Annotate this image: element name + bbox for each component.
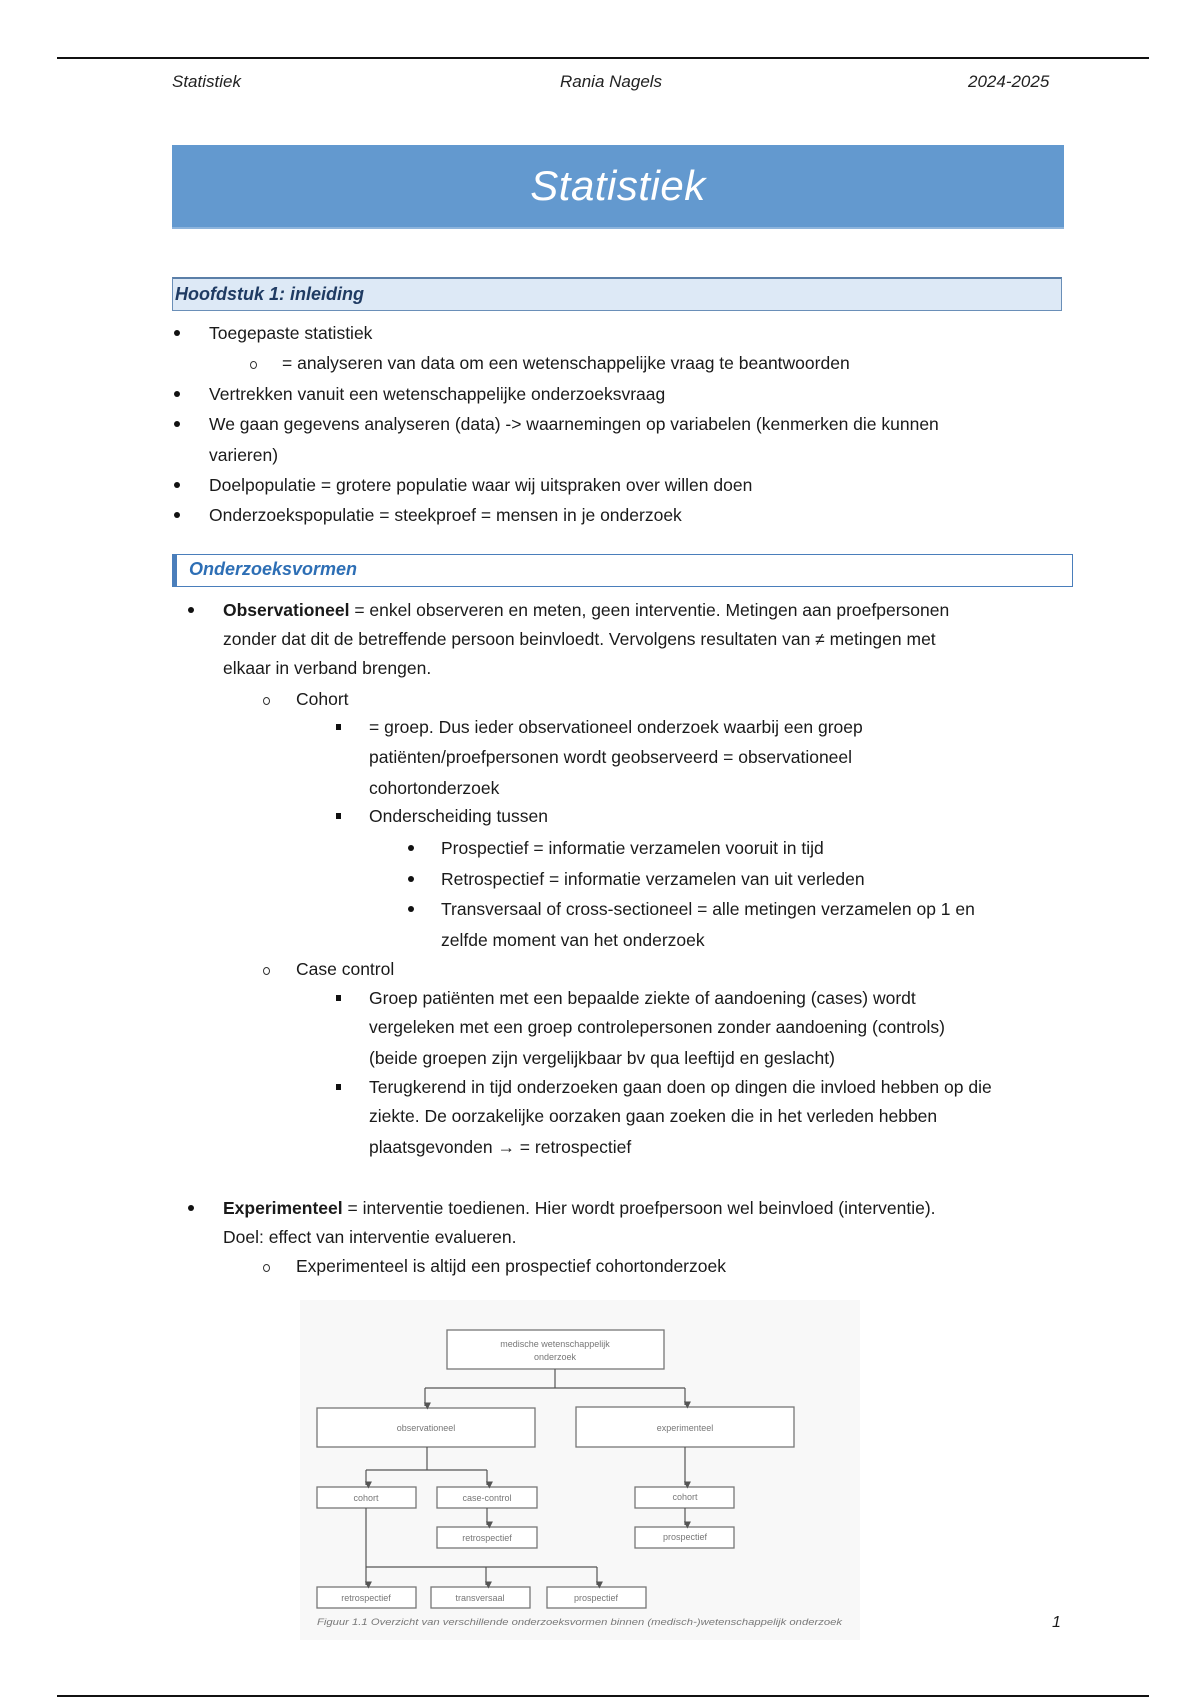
case-control-text: Groep patiënten met een bepaalde ziekte of aandoening (cases) wordt <box>369 988 916 1008</box>
bullet-icon <box>174 474 182 496</box>
header-year: 2024-2025 <box>968 72 1050 91</box>
root-label-2: onderzoek <box>533 1352 577 1362</box>
connectors <box>366 1369 685 1585</box>
experimental-sub: Experimenteel is altijd een prospectief cohortonderzoek <box>296 1256 726 1276</box>
research-forms-diagram <box>300 1300 860 1640</box>
square-bullet-icon <box>336 1076 344 1098</box>
cohort-type: zelfde moment van het onderzoek <box>441 930 705 950</box>
case-control-label: Case control <box>296 959 395 979</box>
observational-line: elkaar in verband brengen. <box>223 658 432 678</box>
section-heading: Onderzoeksvormen <box>189 559 358 579</box>
root-label-1: medische wetenschappelijk <box>500 1339 610 1349</box>
title-banner <box>172 145 1064 229</box>
bullet-icon <box>174 413 182 435</box>
chapter-heading-box <box>172 277 1062 311</box>
cohort-distinction: Onderscheiding tussen <box>369 806 548 826</box>
intro-line: = analyseren van data om een wetenschappelijke vraag te beantwoorden <box>282 353 850 373</box>
bullet-icon <box>174 383 182 405</box>
bottom-retro-label: retrospectief <box>341 1593 391 1603</box>
bullet-icon <box>408 837 416 859</box>
experimental-line: Experimenteel = interventie toedienen. Hier wordt proefpersoon wel beinvloed (interventie). <box>223 1198 936 1218</box>
case-control-text: ziekte. De oorzakelijke oorzaken gaan zoeken die in het verleden hebben <box>369 1106 938 1126</box>
experimental-label: experimenteel <box>656 1423 714 1433</box>
experimental-line: Doel: effect van interventie evalueren. <box>223 1227 517 1247</box>
circle-bullet-icon <box>263 1255 271 1277</box>
header-author: Rania Nagels <box>560 72 663 91</box>
figure-caption: Figuur 1.1 Overzicht van verschillende onderzoeksvormen binnen (medisch-)wetenschappelijk onderzoek <box>317 1617 844 1628</box>
header-rule <box>57 57 1149 59</box>
case-control-text: plaatsgevonden → = retrospectief <box>369 1137 632 1157</box>
footer-rule <box>57 1695 1149 1697</box>
cohort-def: cohortonderzoek <box>369 778 500 798</box>
cohort-label: cohort <box>353 1493 379 1503</box>
cohort-def: patiënten/proefpersonen wordt geobserveerd = observationeel <box>369 747 853 767</box>
cohort-exp-label: cohort <box>672 1492 698 1502</box>
observational-line: zonder dat dit de betreffende persoon beinvloedt. Vervolgens resultaten van ≠ metingen met <box>223 629 936 649</box>
intro-line: Vertrekken vanuit een wetenschappelijke onderzoeksvraag <box>209 384 666 404</box>
cohort-def: = groep. Dus ieder observationeel onderzoek waarbij een groep <box>369 717 863 737</box>
cohort-type: Retrospectief = informatie verzamelen van uit verleden <box>441 869 865 889</box>
chapter-heading: Hoofdstuk 1: inleiding <box>175 284 364 304</box>
square-bullet-icon <box>336 805 344 827</box>
bottom-trans-label: transversaal <box>455 1593 505 1603</box>
bottom-prosp-label: prospectief <box>573 1593 619 1603</box>
square-bullet-icon <box>336 716 344 738</box>
case-control-text: (beide groepen zijn vergelijkbaar bv qua leeftijd en geslacht) <box>369 1048 835 1068</box>
box-root <box>447 1330 664 1369</box>
intro-line: Toegepaste statistiek <box>209 323 373 343</box>
circle-bullet-icon <box>263 958 271 980</box>
bullet-icon <box>188 599 196 621</box>
prospective-exp-label: prospectief <box>662 1532 708 1542</box>
section-heading-box <box>172 554 1073 587</box>
page-title: Statistiek <box>530 162 706 209</box>
observational-term: Observationeel <box>223 600 350 620</box>
intro-line: Onderzoekspopulatie = steekproef = mensen in je onderzoek <box>209 505 682 525</box>
bullet-icon <box>408 898 416 920</box>
case-control-label: case-control <box>462 1493 512 1503</box>
square-bullet-icon <box>336 987 344 1009</box>
case-control-text: vergeleken met een groep controlepersonen zonder aandoening (controls) <box>369 1017 945 1037</box>
bullet-icon <box>174 504 182 526</box>
research-forms-figure <box>300 1300 860 1640</box>
bullet-icon <box>188 1197 196 1219</box>
experimental-term: Experimenteel <box>223 1198 343 1218</box>
bullet-icon <box>408 868 416 890</box>
observational-line: Observationeel = enkel observeren en meten, geen interventie. Metingen aan proefpersonen <box>223 600 950 620</box>
page-number: 1 <box>1052 1614 1061 1631</box>
bullet-icon <box>174 322 182 344</box>
case-control-text: Terugkerend in tijd onderzoeken gaan doen op dingen die invloed hebben op die <box>369 1077 992 1097</box>
intro-line: Doelpopulatie = grotere populatie waar wij uitspraken over willen doen <box>209 475 753 495</box>
intro-line: varieren) <box>209 445 279 465</box>
observational-label: observationeel <box>396 1423 456 1433</box>
retrospective-cc-label: retrospectief <box>462 1533 512 1543</box>
intro-line: We gaan gegevens analyseren (data) -> waarnemingen op variabelen (kenmerken die kunnen <box>209 414 939 434</box>
header-course: Statistiek <box>172 72 241 91</box>
circle-bullet-icon <box>250 352 258 374</box>
cohort-type: Prospectief = informatie verzamelen vooruit in tijd <box>441 838 824 858</box>
cohort-type: Transversaal of cross-sectioneel = alle metingen verzamelen op 1 en <box>441 899 975 919</box>
circle-bullet-icon <box>263 688 271 710</box>
cohort-label: Cohort <box>296 689 349 709</box>
